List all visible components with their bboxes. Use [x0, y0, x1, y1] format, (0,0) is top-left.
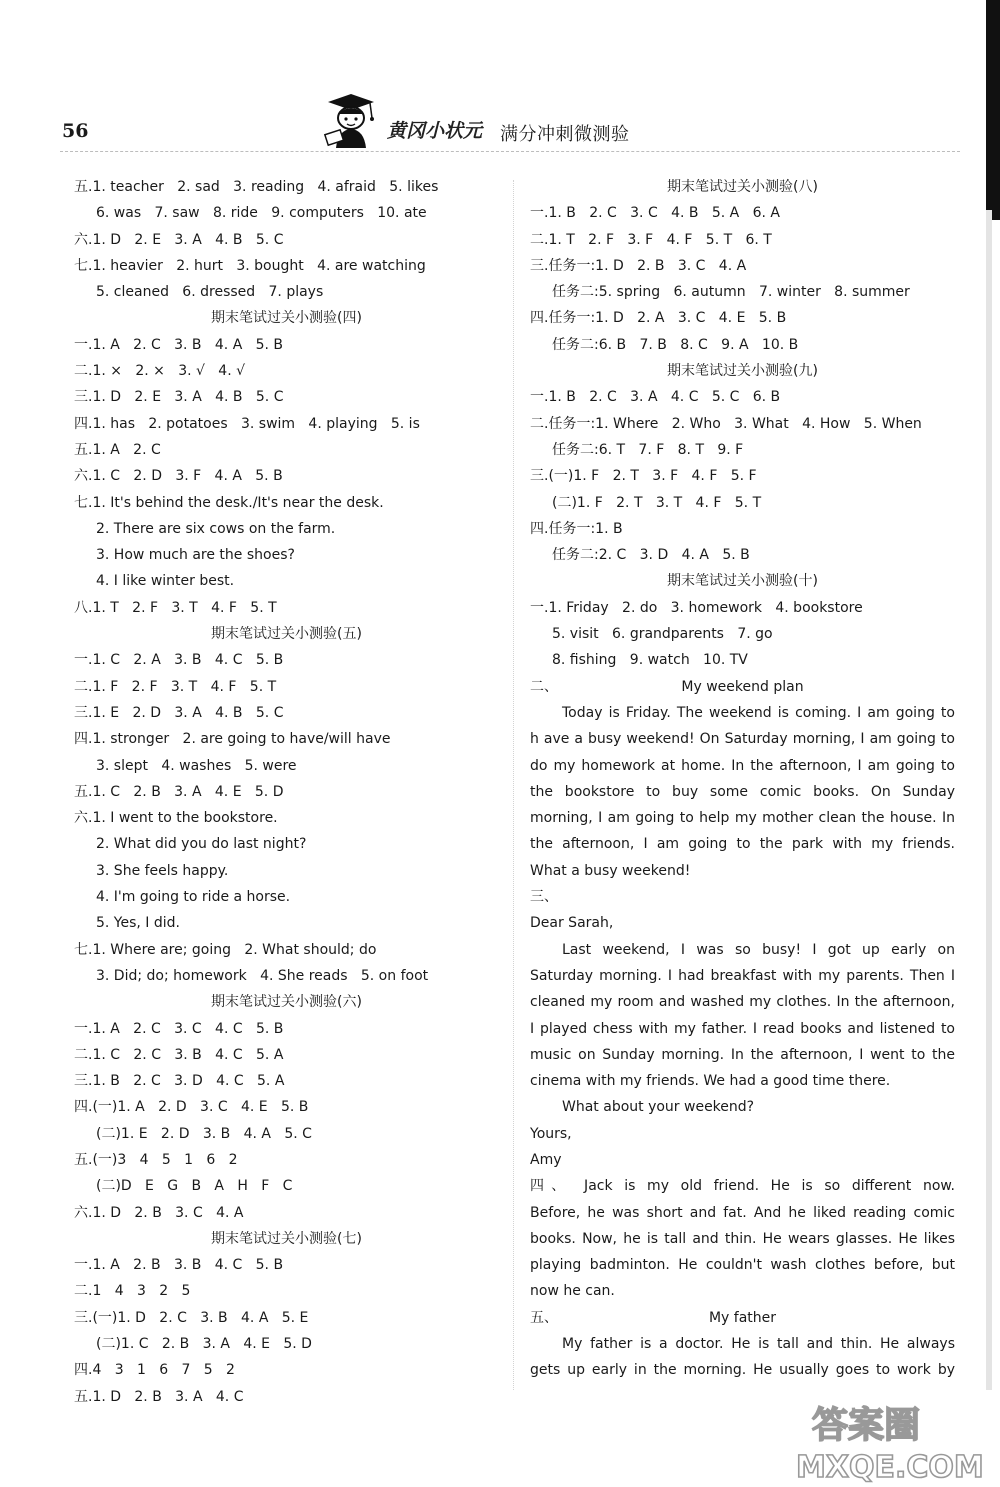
- header-divider: [60, 151, 960, 152]
- answer-line: 四.(一)1. A 2. D 3. C 4. E 5. B: [74, 1099, 309, 1116]
- answer-line: (二)1. E 2. D 3. B 4. A 5. C: [96, 1125, 312, 1142]
- essay-line: Saturday morning. I had breakfast with my parents. Then I: [530, 967, 955, 984]
- essay-line: Last weekend, I was so busy! I got up early on: [562, 941, 955, 958]
- answer-line: 二.1. C 2. C 3. B 4. C 5. A: [74, 1046, 284, 1063]
- answer-line: 2. What did you do last night?: [96, 836, 307, 853]
- essay-line: What about your weekend?: [562, 1099, 755, 1116]
- question-number: 五、: [530, 1309, 558, 1326]
- answer-line: 二.1. × 2. × 3. √ 4. √: [74, 363, 246, 380]
- essay-line: 四、 Jack is my old friend. He is so different now.: [530, 1178, 955, 1195]
- answer-line: 三.(一)1. D 2. C 3. B 4. A 5. E: [74, 1309, 309, 1326]
- answer-line: 二.1. T 2. F 3. F 4. F 5. T 6. T: [530, 231, 772, 248]
- svg-text:MXQE.COM: MXQE.COM: [796, 1450, 984, 1485]
- essay-line: now he can.: [530, 1283, 615, 1300]
- section-heading: 期末笔试过关小测验(九): [667, 363, 818, 380]
- essay-line: Today is Friday. The weekend is coming. I am going to: [562, 704, 955, 721]
- answer-line: 四.1. stronger 2. are going to have/will have: [74, 731, 391, 748]
- answer-line: 三、: [530, 889, 558, 906]
- answer-column-left: [74, 174, 499, 1410]
- answer-line: 四.4 3 1 6 7 5 2: [74, 1362, 235, 1379]
- answer-column-right: [530, 174, 955, 1384]
- answer-line: 五.1. A 2. C: [74, 441, 161, 458]
- essay-line: I played chess with my father. I read books and listened to: [530, 1020, 955, 1037]
- answer-line: 五.1. C 2. B 3. A 4. E 5. D: [74, 783, 284, 800]
- answer-line: 一.1. Friday 2. do 3. homework 4. bookstore: [530, 599, 863, 616]
- answer-line: 六.1. D 2. E 3. A 4. B 5. C: [74, 231, 284, 248]
- essay-line: cleaned my room and washed my clothes. In the afternoon,: [530, 994, 955, 1011]
- answer-line: 六.1. C 2. D 3. F 4. A 5. B: [74, 468, 283, 485]
- answer-line: 一.1. A 2. C 3. B 4. A 5. B: [74, 336, 284, 353]
- essay-line: the afternoon, I am going to the park with my friends.: [530, 836, 955, 853]
- answer-line: 三.(一)1. F 2. T 3. F 4. F 5. F: [530, 468, 757, 485]
- answer-line: 五.1. teacher 2. sad 3. reading 4. afraid 5. likes: [74, 179, 439, 195]
- answer-line: 任务二:6. B 7. B 8. C 9. A 10. B: [552, 336, 799, 353]
- answer-line: 二.1 4 3 2 5: [74, 1283, 191, 1300]
- answer-line: 五.(一)3 4 5 1 6 2: [74, 1151, 238, 1168]
- section-heading: 期末笔试过关小测验(五): [211, 626, 362, 643]
- answer-line: 三.1. E 2. D 3. A 4. B 5. C: [74, 704, 284, 721]
- answer-line: 六.1. I went to the bookstore.: [74, 810, 278, 827]
- answer-line: 5. cleaned 6. dressed 7. plays: [96, 284, 324, 301]
- essay-heading-row: [530, 1305, 955, 1331]
- answer-line: 3. She feels happy.: [96, 862, 229, 879]
- answer-line: 8. fishing 9. watch 10. TV: [552, 652, 748, 669]
- essay-line: Before, he was short and fat. And he liked reading comic: [530, 1204, 955, 1221]
- answer-line: 一.1. C 2. A 3. B 4. C 5. B: [74, 652, 284, 669]
- essay-line: the bookstore to buy some comic books. On Sunday: [530, 783, 955, 800]
- answer-line: 5. visit 6. grandparents 7. go: [552, 626, 773, 643]
- answer-line: 一.1. A 2. B 3. B 4. C 5. B: [74, 1257, 284, 1274]
- essay-line: h ave a busy weekend! On Saturday morning, I am going to: [530, 731, 955, 748]
- essay-line: What a busy weekend!: [530, 862, 691, 879]
- answer-line: 二.任务一:1. Where 2. Who 3. What 4. How 5. When: [530, 415, 922, 432]
- answer-line: 七.1. heavier 2. hurt 3. bought 4. are watching: [74, 257, 426, 274]
- essay-line: do my homework at home. In the afternoon, I am going to: [530, 757, 955, 774]
- section-heading: 期末笔试过关小测验(四): [211, 310, 362, 327]
- section-heading: 期末笔试过关小测验(七): [211, 1230, 362, 1247]
- answer-line: 七.1. It's behind the desk./It's near the desk.: [74, 494, 384, 511]
- essay-heading-row: [530, 674, 955, 700]
- answer-line: 七.1. Where are; going 2. What should; do: [74, 941, 377, 958]
- answer-line: 任务二:2. C 3. D 4. A 5. B: [552, 547, 750, 564]
- answer-line: 四.1. has 2. potatoes 3. swim 4. playing 5. is: [74, 415, 420, 432]
- answer-line: 6. was 7. saw 8. ride 9. computers 10. ate: [96, 205, 427, 222]
- answer-line: 五.1. D 2. B 3. A 4. C: [74, 1388, 244, 1405]
- section-heading: 期末笔试过关小测验(十): [667, 573, 818, 590]
- essay-line: morning, I am going to help my mother clean the house. In: [530, 810, 955, 827]
- essay-line: music on Sunday morning. In the afternoon, I went to the: [530, 1046, 955, 1063]
- answer-line: 一.1. B 2. C 3. A 4. C 5. C 6. B: [530, 389, 781, 406]
- page-edge-shadow: [986, 0, 1000, 220]
- essay-title: My father: [708, 1309, 777, 1326]
- answer-line: 三.任务一:1. D 2. B 3. C 4. A: [530, 257, 747, 274]
- essay-line: My father is a doctor. He is tall and thin. He always: [562, 1336, 955, 1353]
- essay-line: gets up early in the morning. He usually goes to work by: [530, 1362, 955, 1379]
- answer-line: 3. Did; do; homework 4. She reads 5. on foot: [96, 967, 429, 984]
- answer-line: (二)1. F 2. T 3. T 4. F 5. T: [552, 494, 762, 511]
- answer-line: 四.任务一:1. D 2. A 3. C 4. E 5. B: [530, 310, 787, 327]
- header-title: 满分冲刺微测验: [500, 124, 630, 145]
- answer-line: 三.1. B 2. C 3. D 4. C 5. A: [74, 1073, 285, 1090]
- svg-text:黄冈小状元: 黄冈小状元: [387, 120, 483, 142]
- brand-logo: [385, 114, 493, 144]
- answer-line: 2. There are six cows on the farm.: [96, 520, 336, 537]
- watermark-logo: [790, 1395, 990, 1485]
- answer-line: 一.1. A 2. C 3. C 4. C 5. B: [74, 1020, 284, 1037]
- answer-line: 八.1. T 2. F 3. T 4. F 5. T: [74, 599, 277, 616]
- answer-line: Dear Sarah,: [530, 915, 614, 932]
- question-number: 二、: [530, 678, 558, 695]
- page-edge-shade: [986, 210, 992, 1390]
- answer-line: 5. Yes, I did.: [96, 915, 180, 932]
- answer-line: 4. I like winter best.: [96, 573, 235, 590]
- answer-line: 3. slept 4. washes 5. were: [96, 757, 297, 774]
- answer-line: 一.1. B 2. C 3. C 4. B 5. A 6. A: [530, 205, 780, 222]
- answer-line: 二.1. F 2. F 3. T 4. F 5. T: [74, 678, 277, 695]
- section-heading: 期末笔试过关小测验(八): [667, 179, 818, 195]
- answer-line: Amy: [530, 1151, 562, 1168]
- answer-line: 任务二:5. spring 6. autumn 7. winter 8. summer: [552, 284, 910, 301]
- answer-line: 任务二:6. T 7. F 8. T 9. F: [552, 441, 744, 458]
- answer-line: (二)D E G B A H F C: [96, 1178, 293, 1195]
- essay-line: books. Now, he is tall and thin. He wears glasses. He likes: [530, 1230, 955, 1247]
- essay-line: playing badminton. He couldn't wash clothes before, but: [530, 1257, 955, 1274]
- answer-line: (二)1. C 2. B 3. A 4. E 5. D: [96, 1336, 312, 1353]
- answer-line: 4. I'm going to ride a horse.: [96, 889, 291, 906]
- essay-line: cinema with my friends. We had a good time there.: [530, 1073, 891, 1090]
- answer-line: 三.1. D 2. E 3. A 4. B 5. C: [74, 389, 284, 406]
- answer-line: Yours,: [530, 1125, 572, 1142]
- column-divider: [513, 180, 514, 1390]
- answer-line: 四.任务一:1. B: [530, 520, 623, 537]
- answer-line: 3. How much are the shoes?: [96, 547, 295, 564]
- answer-line: 六.1. D 2. B 3. C 4. A: [74, 1204, 244, 1221]
- essay-title: My weekend plan: [681, 678, 804, 695]
- svg-text:答案圈: 答案圈: [812, 1405, 921, 1446]
- page-number: 56: [62, 120, 89, 142]
- mascot-scholar-icon: [318, 88, 384, 154]
- section-heading: 期末笔试过关小测验(六): [211, 994, 362, 1011]
